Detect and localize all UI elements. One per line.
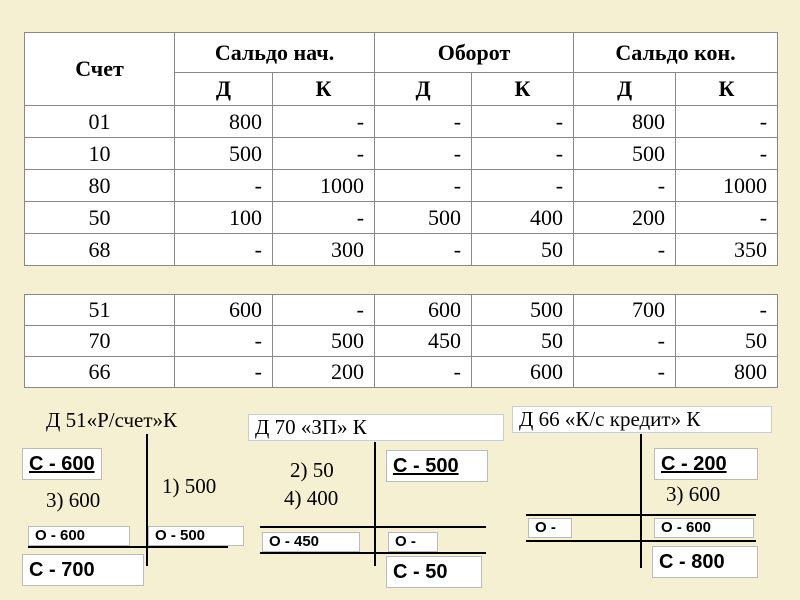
- account-cell: 01: [25, 106, 175, 138]
- value-cell: -: [273, 295, 375, 326]
- t-account-70-debit-entry-1: 2) 50: [290, 458, 334, 482]
- account-cell: 80: [25, 170, 175, 202]
- header-credit: К: [472, 73, 574, 106]
- t-account-51-turnover-line: [28, 546, 228, 548]
- table-row: [25, 138, 778, 170]
- value-cell: 700: [574, 295, 676, 326]
- t-account-51-debit-turnover: О - 600: [28, 526, 130, 546]
- table-row: [25, 234, 778, 266]
- header-credit: К: [676, 73, 778, 106]
- t-account-51-debit-entry: 3) 600: [46, 488, 101, 512]
- value-cell: -: [273, 106, 375, 138]
- t-account-66-divider: [640, 434, 642, 568]
- t-account-70-divider: [374, 442, 376, 566]
- value-cell: 50: [676, 326, 778, 357]
- header-opening-balance: Сальдо нач.: [175, 33, 375, 73]
- header-closing-balance: Сальдо кон.: [574, 33, 778, 73]
- value-cell: 500: [375, 202, 472, 234]
- t-account-70-debit-turnover: О - 450: [262, 532, 360, 552]
- value-cell: 600: [175, 295, 273, 326]
- value-cell: -: [375, 106, 472, 138]
- t-account-51-opening: С - 600: [22, 448, 102, 480]
- t-account-70-closing: С - 50: [386, 556, 482, 588]
- value-cell: -: [375, 138, 472, 170]
- value-cell: -: [375, 357, 472, 388]
- value-cell: -: [375, 234, 472, 266]
- account-cell: 50: [25, 202, 175, 234]
- account-cell: 51: [25, 295, 175, 326]
- value-cell: 500: [273, 326, 375, 357]
- t-account-70-debit-entry-2: 4) 400: [284, 486, 339, 510]
- value-cell: -: [273, 202, 375, 234]
- value-cell: -: [574, 170, 676, 202]
- value-cell: -: [175, 357, 273, 388]
- value-cell: 350: [676, 234, 778, 266]
- table-row: [25, 326, 778, 357]
- account-cell: 66: [25, 357, 175, 388]
- value-cell: -: [175, 170, 273, 202]
- table-row: [25, 357, 778, 388]
- t-account-66-turnover-line-top: [526, 514, 756, 516]
- t-account-66-credit-entry: 3) 600: [666, 482, 721, 506]
- value-cell: -: [175, 326, 273, 357]
- value-cell: 600: [472, 357, 574, 388]
- t-account-70-credit-turnover: О -: [388, 532, 438, 552]
- value-cell: -: [375, 170, 472, 202]
- header-debit: Д: [574, 73, 676, 106]
- value-cell: 1000: [676, 170, 778, 202]
- balance-table-continued: [24, 294, 778, 388]
- t-account-66-opening: С - 200: [654, 448, 758, 480]
- value-cell: 800: [676, 357, 778, 388]
- header-turnover: Оборот: [375, 33, 574, 73]
- t-account-51-credit-turnover: О - 500: [148, 526, 244, 546]
- t-account-66-debit-turnover: О -: [528, 518, 572, 538]
- t-account-66-closing: С - 800: [652, 546, 758, 578]
- value-cell: -: [472, 138, 574, 170]
- t-account-70-turnover-line-bottom: [260, 552, 486, 554]
- table-row: [25, 202, 778, 234]
- value-cell: -: [676, 106, 778, 138]
- account-cell: 10: [25, 138, 175, 170]
- value-cell: 50: [472, 234, 574, 266]
- value-cell: -: [574, 326, 676, 357]
- value-cell: 200: [273, 357, 375, 388]
- value-cell: 300: [273, 234, 375, 266]
- value-cell: -: [574, 234, 676, 266]
- value-cell: -: [175, 234, 273, 266]
- account-cell: 70: [25, 326, 175, 357]
- t-account-66-title: Д 66 «К/с кредит» К: [512, 406, 772, 433]
- value-cell: -: [472, 106, 574, 138]
- t-account-51-title: Д 51«Р/счет»К: [46, 408, 178, 432]
- value-cell: 450: [375, 326, 472, 357]
- value-cell: 500: [472, 295, 574, 326]
- account-cell: 68: [25, 234, 175, 266]
- table-row: [25, 295, 778, 326]
- value-cell: 50: [472, 326, 574, 357]
- t-account-51-credit-entry: 1) 500: [162, 474, 217, 498]
- t-account-66-turnover-line-bottom: [526, 540, 756, 542]
- t-account-70-opening: С - 500: [386, 450, 488, 482]
- value-cell: 400: [472, 202, 574, 234]
- value-cell: -: [676, 202, 778, 234]
- header-credit: К: [273, 73, 375, 106]
- value-cell: -: [676, 295, 778, 326]
- value-cell: -: [574, 357, 676, 388]
- value-cell: 1000: [273, 170, 375, 202]
- value-cell: 600: [375, 295, 472, 326]
- header-debit: Д: [375, 73, 472, 106]
- t-account-70-turnover-line-top: [260, 526, 486, 528]
- value-cell: 500: [175, 138, 273, 170]
- value-cell: -: [472, 170, 574, 202]
- t-account-66-credit-turnover: О - 600: [654, 518, 754, 538]
- value-cell: 200: [574, 202, 676, 234]
- value-cell: -: [676, 138, 778, 170]
- t-account-70-title: Д 70 «ЗП» К: [248, 414, 504, 441]
- table-row: [25, 170, 778, 202]
- header-debit: Д: [175, 73, 273, 106]
- header-account: Счет: [25, 33, 175, 106]
- value-cell: 500: [574, 138, 676, 170]
- value-cell: 800: [574, 106, 676, 138]
- value-cell: 100: [175, 202, 273, 234]
- value-cell: 800: [175, 106, 273, 138]
- value-cell: -: [273, 138, 375, 170]
- t-account-51-closing: С - 700: [22, 554, 144, 586]
- balance-table: [24, 32, 778, 266]
- table-row: [25, 106, 778, 138]
